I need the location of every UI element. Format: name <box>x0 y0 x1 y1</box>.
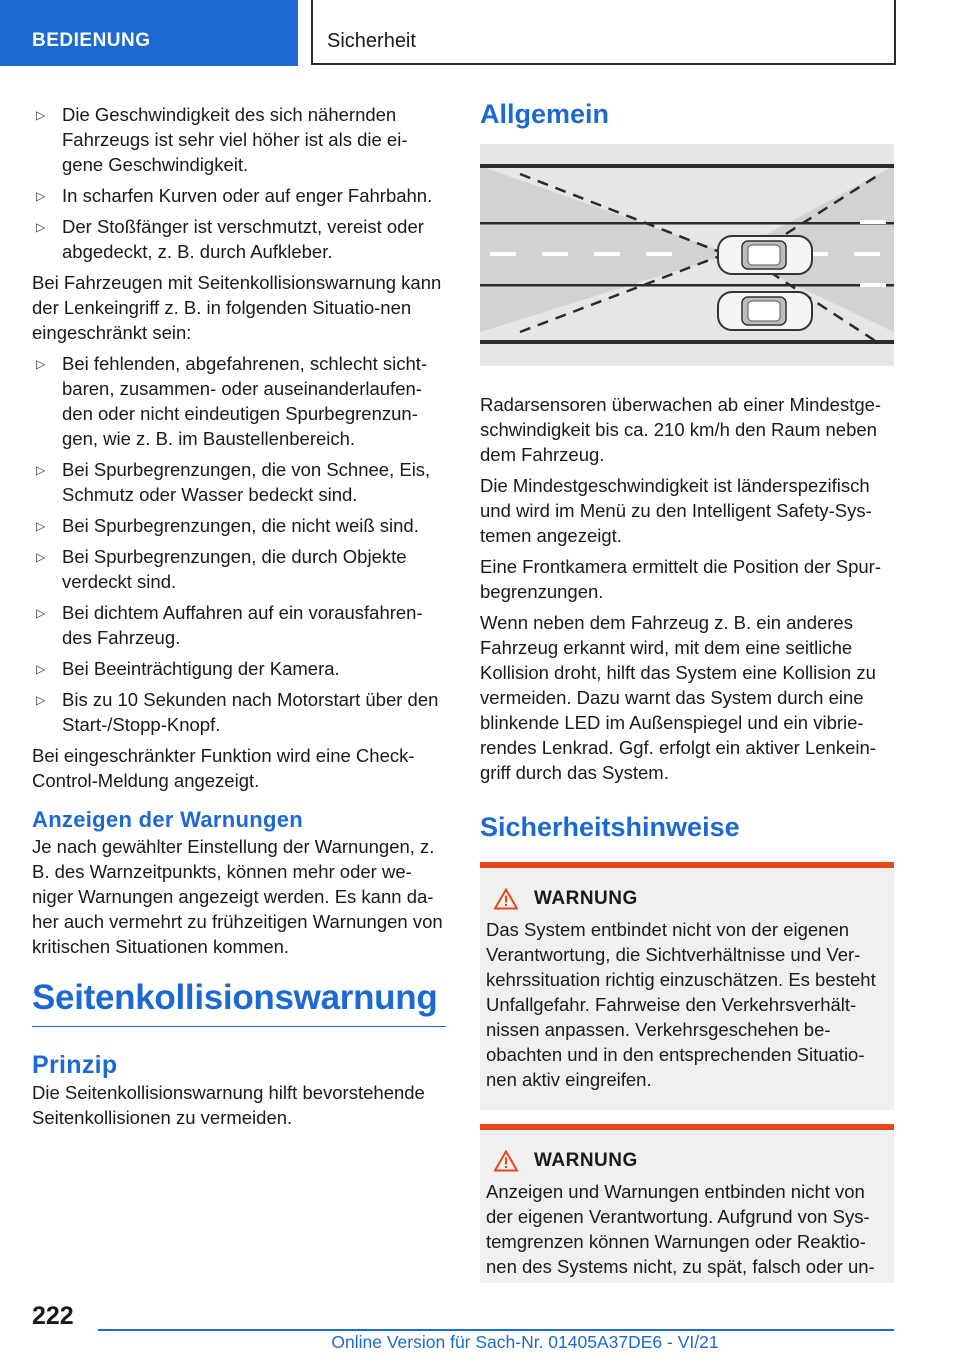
paragraph: Radarsensoren überwachen ab einer Mindestge-schwindigkeit bis ca. 210 km/h den Raum neben dem Fahrzeug. <box>480 394 882 465</box>
section-title: Sicherheit <box>311 0 896 65</box>
triangle-bullet-icon: ▷ <box>36 693 46 707</box>
heading-prinzip: Prinzip <box>32 1051 118 1079</box>
radar-coverage-illustration <box>480 144 894 366</box>
warning-text: Das System entbindet nicht von der eigenen Verantwortung, die Sichtverhältnisse und Ver-kehrssituation richtig einzuschätzen. Es besteht Unfallgefahr. Fahrweise den Verkehrsverhält-nissen anpassen. Verkehrsgeschehen be-obachten und in den entsprechenden Situatio-nen aktiv eingreifen. <box>486 919 876 1090</box>
triangle-bullet-icon: ▷ <box>36 550 46 564</box>
warning-text: Anzeigen und Warnungen entbinden nicht von der eigenen Verantwortung. Aufgrund von Sys-temgrenzen können Warnungen oder Reaktio-nen des Systems nicht, zu spät, falsch oder un- <box>486 1181 875 1277</box>
paragraph: Eine Frontkamera ermittelt die Position der Spur-begrenzungen. <box>480 556 882 602</box>
warning-label: WARNUNG <box>534 888 638 909</box>
paragraph-prinzip: Die Seitenkollisionswarnung hilft bevorstehende Seitenkollisionen zu vermeiden. <box>32 1082 425 1128</box>
car-icon <box>718 292 812 330</box>
triangle-bullet-icon: ▷ <box>36 220 46 234</box>
warning-box <box>480 862 894 1110</box>
right-column <box>480 99 894 1297</box>
paragraph-steering-limits: Bei Fahrzeugen mit Seitenkollisionswarnung kann der Lenkeingriff z. B. in folgenden Situatio-nen eingeschränkt sein: <box>32 272 442 343</box>
footer-divider <box>98 1329 894 1331</box>
bullet-list-conditions <box>32 102 446 264</box>
chapter-tab: BEDIENUNG <box>0 0 298 66</box>
car-icon <box>718 236 812 274</box>
list-item: ▷ Bei Beeinträchtigung der Kamera. <box>32 656 446 681</box>
footer-version: Online Version für Sach-Nr. 01405A37DE6 - VI/21 <box>331 1332 719 1352</box>
list-item: ▷ Die Geschwindigkeit des sich nähernden Fahrzeugs ist sehr viel höher ist als die ei-gene Geschwindigkeit. <box>36 104 408 175</box>
paragraph-check-control: Bei eingeschränkter Funktion wird eine Check-Control-Meldung angezeigt. <box>32 745 415 791</box>
paragraph: Die Mindestgeschwindigkeit ist länderspezifisch und wird im Menü zu den Intelligent Safety-Sys-temen angezeigt. <box>480 475 872 546</box>
triangle-bullet-icon: ▷ <box>36 357 46 371</box>
triangle-bullet-icon: ▷ <box>36 108 46 122</box>
list-item: ▷ Der Stoßfänger ist verschmutzt, vereist oder abgedeckt, z. B. durch Aufkleber. <box>36 216 424 262</box>
page-number: 222 <box>32 1302 74 1330</box>
bullet-list-steering <box>32 351 446 737</box>
warning-box <box>480 1124 894 1283</box>
list-item: ▷ Bei Spurbegrenzungen, die nicht weiß sind. <box>32 513 446 538</box>
list-item: ▷ In scharfen Kurven oder auf enger Fahrbahn. <box>32 183 446 208</box>
list-item: ▷ Bei fehlenden, abgefahrenen, schlecht sicht-baren, zusammen- oder auseinanderlaufen-den oder nicht eindeutigen Spurbegrenzun-gen, wie z. B. im Baustellenbereich. <box>36 353 428 449</box>
left-column <box>32 102 446 1136</box>
paragraph-anzeigen: Je nach gewählter Einstellung der Warnungen, z. B. des Warnzeitpunkts, können mehr oder we-niger Warnungen angezeigt werden. Es kann da-her auch vermehrt zu frühzeitigen Warnungen von kritischen Situationen kommen. <box>32 836 443 957</box>
heading-anzeigen: Anzeigen der Warnungen <box>32 807 304 832</box>
heading-allgemein: Allgemein <box>480 99 610 129</box>
warning-triangle-icon <box>494 1150 518 1172</box>
list-item: ▷ Bei Spurbegrenzungen, die von Schnee, Eis, Schmutz oder Wasser bedeckt sind. <box>36 459 431 505</box>
list-item: ▷ Bei dichtem Auffahren auf ein vorausfahren-des Fahrzeug. <box>36 602 423 648</box>
triangle-bullet-icon: ▷ <box>36 662 46 676</box>
warning-label: WARNUNG <box>534 1150 638 1171</box>
triangle-bullet-icon: ▷ <box>36 189 46 203</box>
triangle-bullet-icon: ▷ <box>36 519 46 533</box>
heading-sicherheitshinweise: Sicherheitshinweise <box>480 812 740 842</box>
triangle-bullet-icon: ▷ <box>36 463 46 477</box>
warning-triangle-icon <box>494 888 518 910</box>
triangle-bullet-icon: ▷ <box>36 606 46 620</box>
list-item: ▷ Bis zu 10 Sekunden nach Motorstart über den Start-/Stopp-Knopf. <box>36 689 439 735</box>
list-item: ▷ Bei Spurbegrenzungen, die durch Objekte verdeckt sind. <box>36 546 407 592</box>
page-header <box>0 0 960 66</box>
heading-seitenkollisionswarnung: Seitenkollisionswarnung <box>32 985 446 1027</box>
paragraph: Wenn neben dem Fahrzeug z. B. ein anderes Fahrzeug erkannt wird, mit dem eine seitliche Kollision droht, hilft das System eine Kollision zu vermeiden. Dazu warnt das System durch eine blinkende LED im Außenspiegel und ein vibrie-rendes Lenkrad. Ggf. erfolgt ein aktiver Lenkein-griff durch das System. <box>480 612 876 783</box>
